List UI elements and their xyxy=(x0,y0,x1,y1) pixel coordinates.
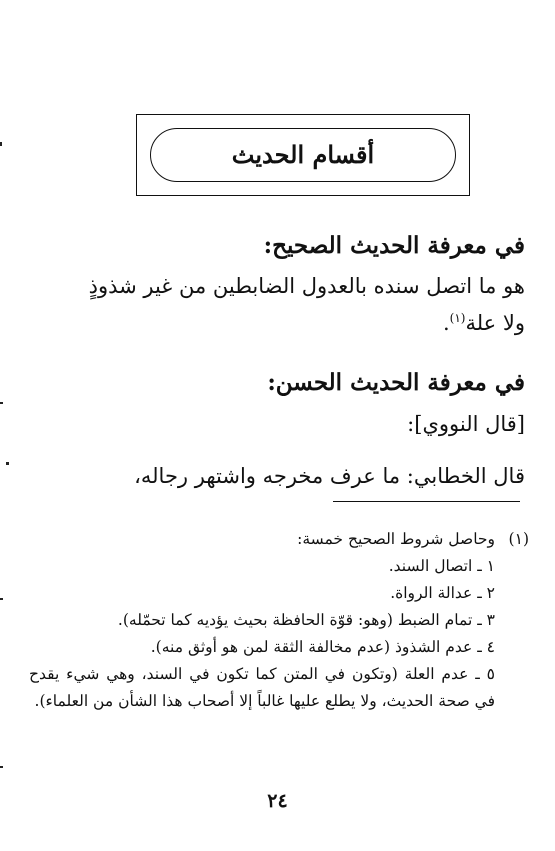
title-pill xyxy=(150,128,456,182)
section-text-sahih xyxy=(75,268,525,342)
footnote-item: ١ ـ اتصال السند. xyxy=(388,557,495,575)
title-frame xyxy=(136,114,470,196)
sahih-definition-end: . xyxy=(442,311,450,335)
footnote-item: ٥ ـ عدم العلة (وتكون في المتن كما تكون في السند، وهي شيء يقدح في صحة الحديث، ولا يطلع عليها غالباً إلا أصحاب هذا الشأن من العلماء). xyxy=(29,665,495,710)
footnote-reference[interactable]: (١) xyxy=(449,311,466,325)
footnote-separator xyxy=(333,501,520,502)
sahih-definition: هو ما اتصل سنده بالعدول الضابطين من غير شذوذٍ ولا علة xyxy=(88,274,525,335)
section-heading-sahih: في معرفة الحديث الصحيح: xyxy=(263,232,525,259)
scan-mark xyxy=(6,462,9,465)
scan-mark xyxy=(0,142,2,146)
scan-mark xyxy=(0,402,3,404)
scan-mark xyxy=(0,598,3,600)
footnote-body xyxy=(29,526,495,715)
footnote-item: ٣ ـ تمام الضبط (وهو: قوّة الحافظة بحيث يؤديه كما تحمّله). xyxy=(117,611,495,629)
footnote-1 xyxy=(29,526,529,715)
footnote-intro: وحاصل شروط الصحيح خمسة: xyxy=(297,530,495,548)
section-heading-hasan: في معرفة الحديث الحسن: xyxy=(267,369,525,396)
hasan-nawawi-line: [قال النووي]: xyxy=(407,412,525,436)
footnote-number: (١) xyxy=(508,530,529,548)
footnotes xyxy=(29,526,529,715)
scan-mark xyxy=(0,766,3,768)
footnote-item: ٢ ـ عدالة الرواة. xyxy=(390,584,495,602)
hasan-khattabi-line: قال الخطابي: ما عرف مخرجه واشتهر رجاله، xyxy=(134,464,525,488)
chapter-title: أقسام الحديث xyxy=(231,140,375,169)
footnote-item: ٤ ـ عدم الشذوذ (عدم مخالفة الثقة لمن هو أوثق منه). xyxy=(150,638,495,656)
page-number: ٢٤ xyxy=(267,790,288,812)
